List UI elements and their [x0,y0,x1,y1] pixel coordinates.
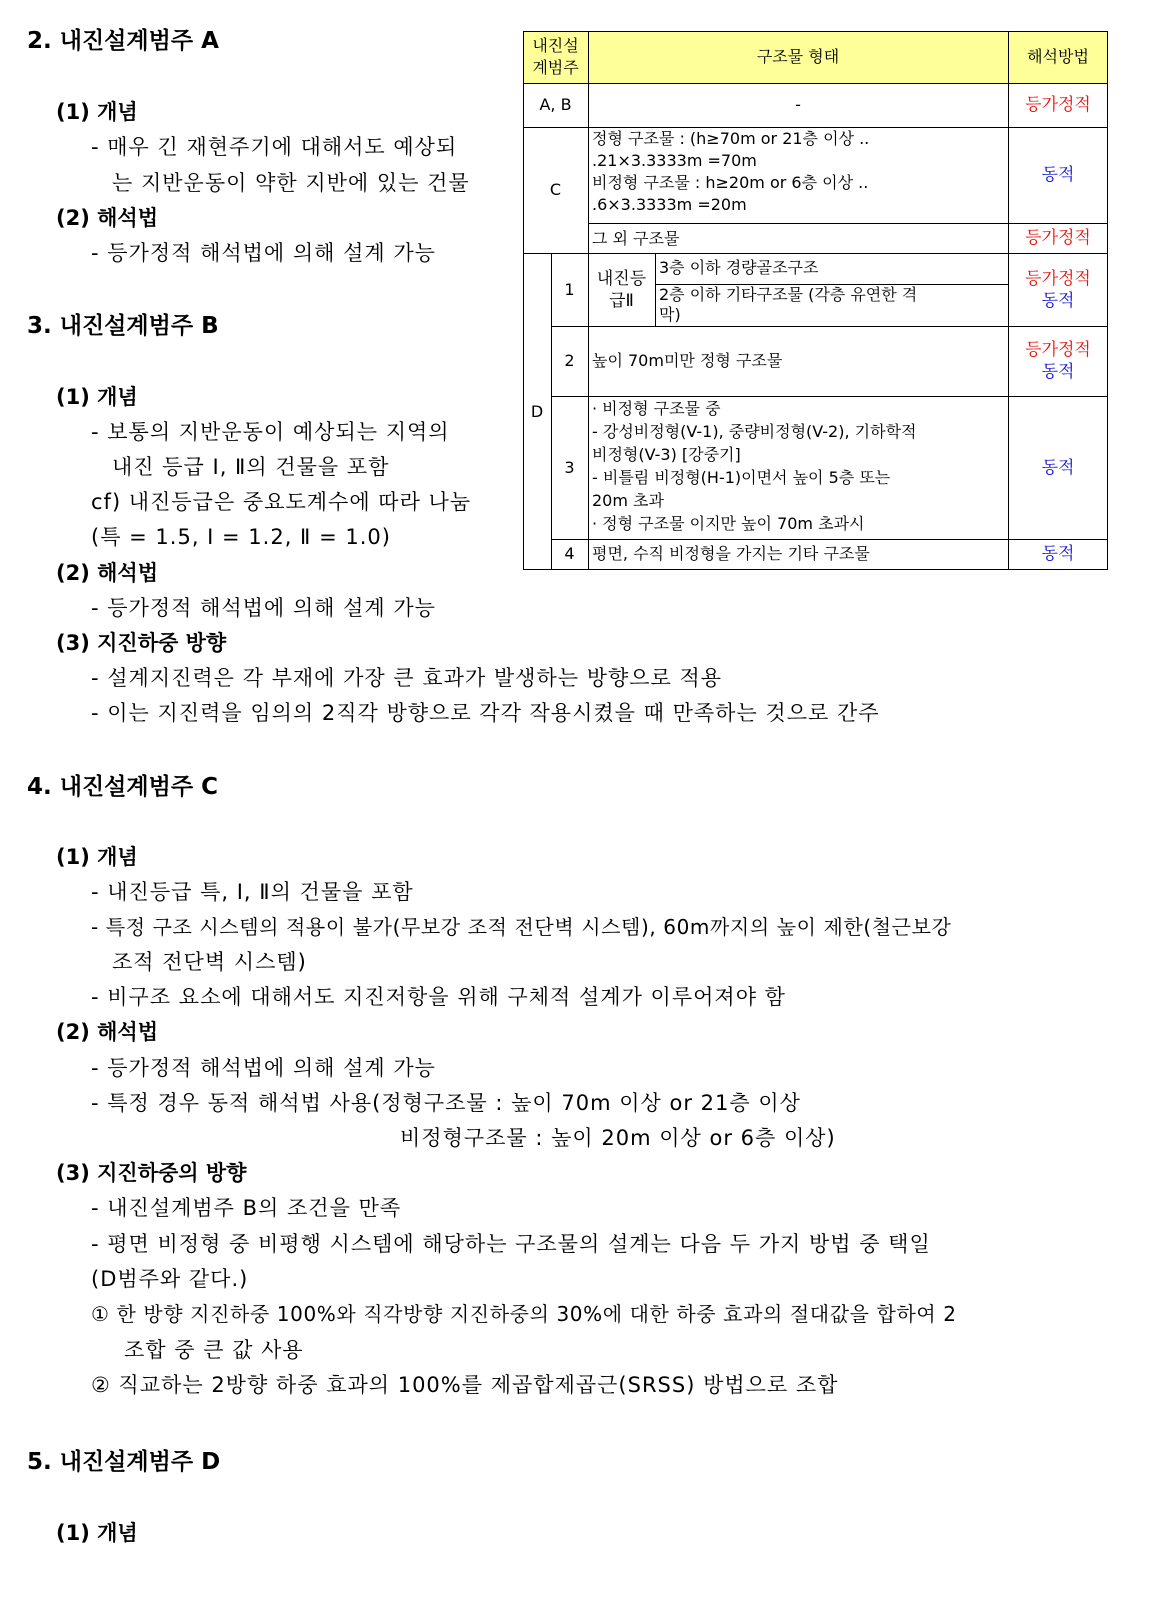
row-d3-form [592,397,1006,539]
row-d3-l1: · 비정형 구조물 중 [592,399,721,418]
row-ab-category: A, B [539,95,572,114]
row-d3-l4: - 비틀림 비정형(H-1)이면서 높이 5층 또는 [592,468,891,487]
row-ab-method: 등가정적 [1025,95,1091,115]
row-c-other-form: 그 외 구조물 [592,229,680,248]
s4-concept-line-2: - 특정 구조 시스템의 적용이 불가(무보강 조적 전단벽 시스템), 60m까지의 높이 제한(철근보강 [91,915,952,939]
header-category-l1: 내진설 [532,36,579,55]
row-ab-form: - [795,95,801,114]
row-d1-method-l2: 동적 [1041,290,1075,311]
row-d2-method-l2: 동적 [1041,362,1075,382]
row-d1-method [1008,253,1108,326]
row-d2-form: 높이 70m미만 정형 구조물 [592,351,783,370]
row-d4-method: 동적 [1041,544,1075,564]
row-c-form-l1: 정형 구조물 : (h≥70m or 21층 이상 .. [592,129,870,148]
s2-method-line-1: - 등가정적 해석법에 의해 설계 가능 [91,241,436,265]
s3-concept-title: (1) 개념 [56,385,138,409]
s4-direction-line-2: - 평면 비정형 중 비평행 시스템에 해당하는 구조물의 설계는 다음 두 가지 방법 중 택일 [91,1232,931,1256]
row-d3-l2: - 강성비정형(V-1), 중량비정형(V-2), 기하학적 [592,422,917,441]
row-d3-l5: 20m 초과 [592,491,664,510]
row-d1-sub2-l2: 막) [659,305,681,324]
s3-method-line-1: - 등가정적 해석법에 의해 설계 가능 [91,596,436,620]
row-d3-method: 동적 [1041,457,1075,478]
row-c-other-method: 등가정적 [1025,228,1091,248]
s2-concept-line-1 [91,131,508,161]
s4-method-line-1: - 등가정적 해석법에 의해 설계 가능 [91,1056,436,1080]
header-category-l2: 계범주 [532,58,579,77]
s2-concept-text-1: - 매우 긴 재현주기에 대해서도 예상되 [91,135,458,159]
header-form: 구조물 형태 [756,47,840,66]
row-d3-num: 3 [564,457,575,477]
s2-concept-title: (1) 개념 [56,100,138,124]
row-d1-grade [588,253,655,326]
s2-method-title: (2) 해석법 [56,206,158,230]
s5-concept-title: (1) 개념 [56,1521,138,1545]
row-c-form-l2: .21×3.3333m =70m [592,151,757,170]
row-d4-num: 4 [564,544,575,563]
s4-direction-line-4: ① 한 방향 지진하중 100%와 직각방향 지진하중의 30%에 대한 하중 효과의 절대값을 합하여 2 [91,1302,957,1326]
row-d2-method-l1: 등가정적 [1025,340,1091,360]
s3-direction-title: (3) 지진하중 방향 [56,631,227,655]
table-vline-grade [655,253,656,327]
row-d2-method [1008,326,1108,396]
s4-concept-line-4: - 비구조 요소에 대해서도 지진저항을 위해 구체적 설계가 이루어져야 함 [91,985,786,1009]
row-d-category: D [530,401,544,421]
row-d1-grade-l1: 내진등 [596,268,647,289]
row-c-method: 동적 [1041,165,1075,185]
s4-direction-line-3: (D범주와 같다.) [91,1267,249,1291]
row-c-form [592,128,1006,223]
row-d1-num: 1 [564,279,575,299]
s3-method-title: (2) 해석법 [56,561,158,585]
s3-concept-line-2: 내진 등급 Ⅰ, Ⅱ의 건물을 포함 [112,455,390,479]
section-5-title: 5. 내진설계범주 D [27,1449,221,1475]
s3-direction-line-1: - 설계지진력은 각 부재에 가장 큰 효과가 발생하는 방향으로 적용 [91,666,723,690]
row-d1-grade-l2: 급Ⅱ [609,290,634,311]
row-d1-method-l1: 등가정적 [1025,268,1091,289]
row-d1-sub2-l1: 2층 이하 기타구조물 (각층 유연한 격 [659,285,918,304]
s4-direction-line-5: 조합 중 큰 값 사용 [124,1338,304,1362]
header-method: 해석방법 [1027,47,1089,66]
s4-method-title: (2) 해석법 [56,1020,158,1044]
row-d3-l3: 비정형(V-3) [강중기] [592,445,741,464]
section-2-title: 2. 내진설계범주 A [27,28,219,54]
section-4-title: 4. 내진설계범주 C [27,774,218,800]
s4-concept-title: (1) 개념 [56,845,138,869]
s4-concept-line-3: 조적 전단벽 시스템) [112,950,307,974]
table-border-bottom [523,569,1108,570]
s4-method-line-3: 비정형구조물 : 높이 20m 이상 or 6층 이상) [400,1126,836,1150]
s4-direction-title: (3) 지진하중의 방향 [56,1161,247,1185]
row-d4-form: 평면, 수직 비정형을 가지는 기타 구조물 [592,544,870,563]
row-d3-l6: · 정형 구조물 이지만 높이 70m 초과시 [592,514,865,533]
header-category [523,31,588,83]
s4-method-line-2: - 특정 경우 동적 해석법 사용(정형구조물 : 높이 70m 이상 or 21층 이상 [91,1091,801,1115]
s4-direction-line-6: ② 직교하는 2방향 하중 효과의 100%를 제곱합제곱근(SRSS) 방법으로 조합 [91,1373,839,1397]
s4-direction-line-1: - 내진설계범주 B의 조건을 만족 [91,1196,402,1220]
s3-concept-line-1: - 보통의 지반운동이 예상되는 지역의 [91,420,450,444]
s2-concept-line-2: 는 지반운동이 약한 지반에 있는 건물 [112,171,470,195]
row-c-form-l4: .6×3.3333m =20m [592,195,747,214]
seismic-category-table [523,31,1108,570]
row-c-category: C [549,180,562,199]
row-d2-num: 2 [564,351,575,370]
row-d1-sub1: 3층 이하 경량골조구조 [659,258,819,277]
s3-concept-line-3: cf) 내진등급은 중요도계수에 따라 나눔 [91,490,472,514]
row-d1-sub2 [659,285,1006,326]
s3-concept-line-4: (특 = 1.5, Ⅰ = 1.2, Ⅱ = 1.0) [91,525,391,549]
s4-concept-line-1: - 내진등급 특, Ⅰ, Ⅱ의 건물을 포함 [91,880,414,904]
section-3-title: 3. 내진설계범주 B [27,313,219,339]
row-c-form-l3: 비정형 구조물 : h≥20m or 6층 이상 .. [592,173,869,192]
table-vline-num-lower [588,326,589,570]
s3-direction-line-2: - 이는 지진력을 임의의 2직각 방향으로 각각 작용시켰을 때 만족하는 것으로 간주 [91,701,880,725]
